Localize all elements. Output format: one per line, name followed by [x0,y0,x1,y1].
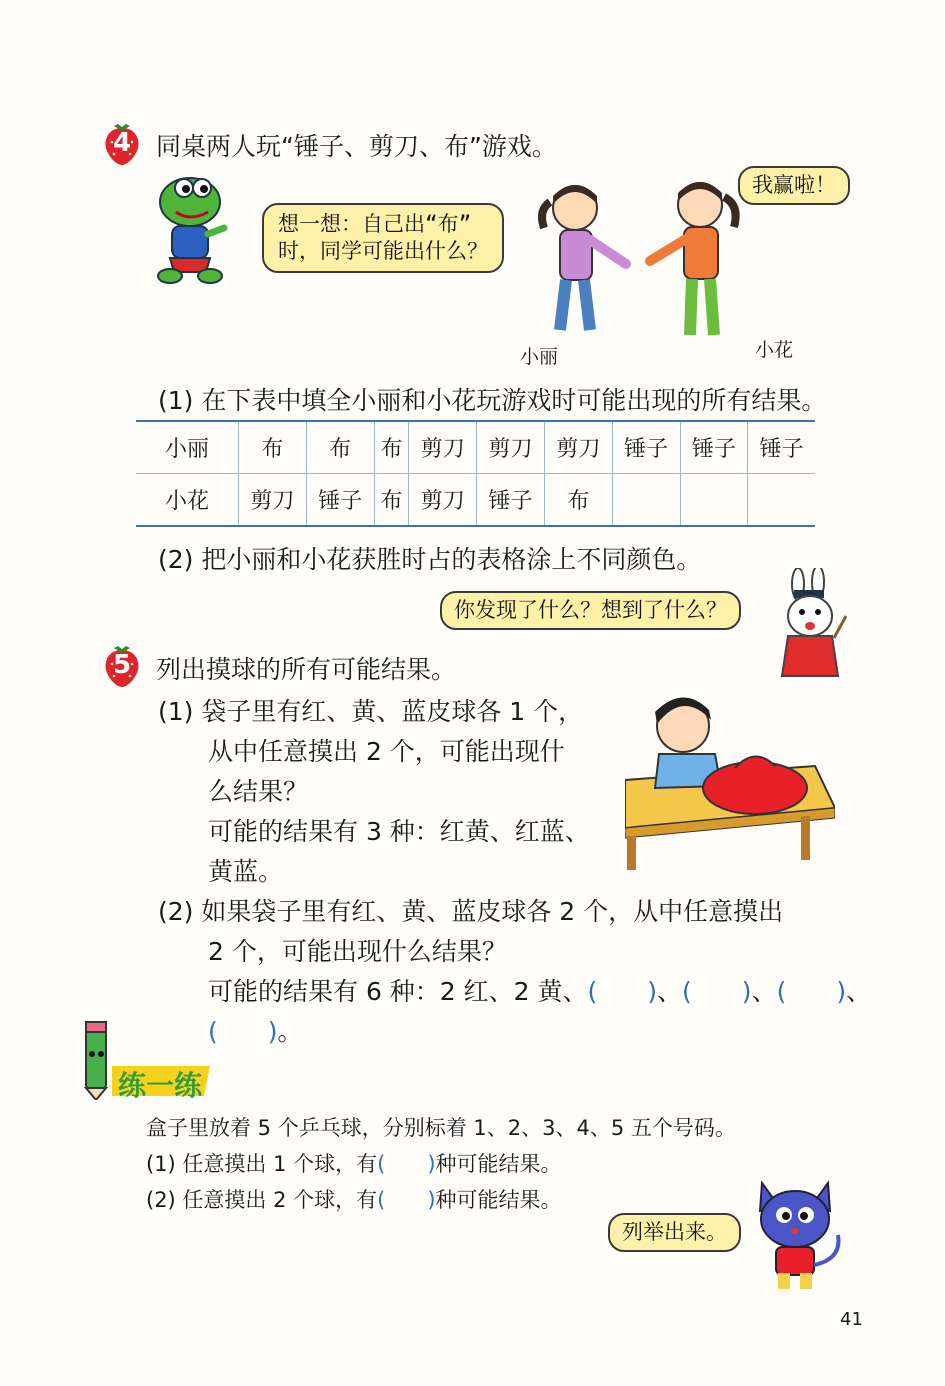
table-cell: 剪刀 [409,474,477,527]
practice-badge: 练一练 [118,1069,203,1102]
bubble-line: 时，同学可能出什么？ [278,239,488,263]
table-cell-blank[interactable] [680,474,748,527]
separator: 、 [846,977,872,1006]
problem-title: 同桌两人玩“锤子、剪刀、布”游戏。 [156,132,557,161]
answer-blank[interactable]: ( ) [776,977,847,1006]
table-row [136,474,815,527]
separator: 、 [751,977,777,1006]
problem-title: 列出摸球的所有可能结果。 [156,655,457,684]
problem-number: 5 [112,650,132,680]
answer-5-2-cont [208,1012,303,1048]
table-cell: 剪刀 [477,421,545,474]
answer-blank[interactable]: ( ) [208,1017,278,1046]
cat-character-icon [748,1175,848,1295]
frog-speech-bubble [262,203,504,273]
table-cell: 锤子 [612,421,680,474]
girl-xiaoli-icon [530,180,640,350]
table-cell-blank[interactable] [612,474,680,527]
answer-prefix: 可能的结果有 6 种：2 红、2 黄、 [208,977,588,1006]
table-cell: 锤子 [306,474,374,527]
frog-character-icon [150,172,230,292]
table-cell: 锤子 [680,421,748,474]
page-number: 41 [840,1309,863,1330]
rabbit-speech-bubble: 你发现了什么？想到了什么？ [440,591,741,630]
bubble-line: 想一想：自己出“布” [278,212,472,236]
table-cell: 锤子 [477,474,545,527]
practice-question-2 [146,1184,562,1214]
practice-question-1 [146,1148,562,1178]
name-label-xiaohua: 小花 [755,339,794,361]
name-label-xiaoli: 小丽 [520,346,559,368]
table-cell: 布 [306,421,374,474]
answer-5-1-cont: 黄蓝。 [208,857,284,886]
question-5-2: (2) 如果袋子里有红、黄、蓝皮球各 2 个，从中任意摸出 [158,897,784,926]
problem-number: 4 [112,128,132,158]
question-4-2: (2) 把小丽和小花获胜时占的表格涂上不同颜色。 [158,545,702,574]
separator: 、 [657,977,683,1006]
rabbit-character-icon [770,568,850,683]
table-cell: 剪刀 [409,421,477,474]
table-cell: 布 [239,421,307,474]
row-header: 小丽 [136,421,239,474]
answer-5-1: 可能的结果有 3 种：红黄、红蓝、 [208,817,590,846]
table-cell-blank[interactable] [748,474,815,527]
sentence-end: 。 [277,1017,303,1046]
question-5-1: (1) 袋子里有红、黄、蓝皮球各 1 个， [158,697,584,726]
answer-blank[interactable]: ( ) [377,1188,436,1212]
question-prefix: (2) 任意摸出 2 个球，有 [146,1188,378,1212]
row-header: 小花 [136,474,239,527]
table-cell: 剪刀 [544,421,612,474]
question-5-2-cont: 2 个，可能出现什么结果？ [208,937,507,966]
girl-speech-bubble: 我赢啦！ [738,166,850,205]
girl-xiaohua-icon [640,175,750,350]
question-suffix: 种可能结果。 [435,1188,562,1212]
question-suffix: 种可能结果。 [435,1152,562,1176]
table-cell: 布 [374,474,409,527]
question-5-1-cont: 么结果？ [208,777,309,806]
table-row [136,421,815,474]
table-cell: 锤子 [748,421,815,474]
answer-blank[interactable]: ( ) [587,977,658,1006]
table-cell: 布 [544,474,612,527]
answer-blank[interactable]: ( ) [682,977,752,1006]
question-4-1: (1) 在下表中填全小丽和小花玩游戏时可能出现的所有结果。 [158,386,827,415]
table-cell: 剪刀 [239,474,307,527]
answer-blank[interactable]: ( ) [377,1152,436,1176]
table-cell: 布 [374,421,409,474]
cat-speech-bubble: 列举出来。 [608,1213,741,1252]
practice-intro: 盒子里放着 5 个乒乓球，分别标着 1、2、3、4、5 五个号码。 [146,1116,736,1140]
question-5-1-cont: 从中任意摸出 2 个，可能出现什 [208,737,565,766]
answer-5-2 [208,972,871,1008]
boy-with-bag-icon [625,690,835,870]
question-prefix: (1) 任意摸出 1 个球，有 [146,1152,378,1176]
results-table [136,420,815,527]
